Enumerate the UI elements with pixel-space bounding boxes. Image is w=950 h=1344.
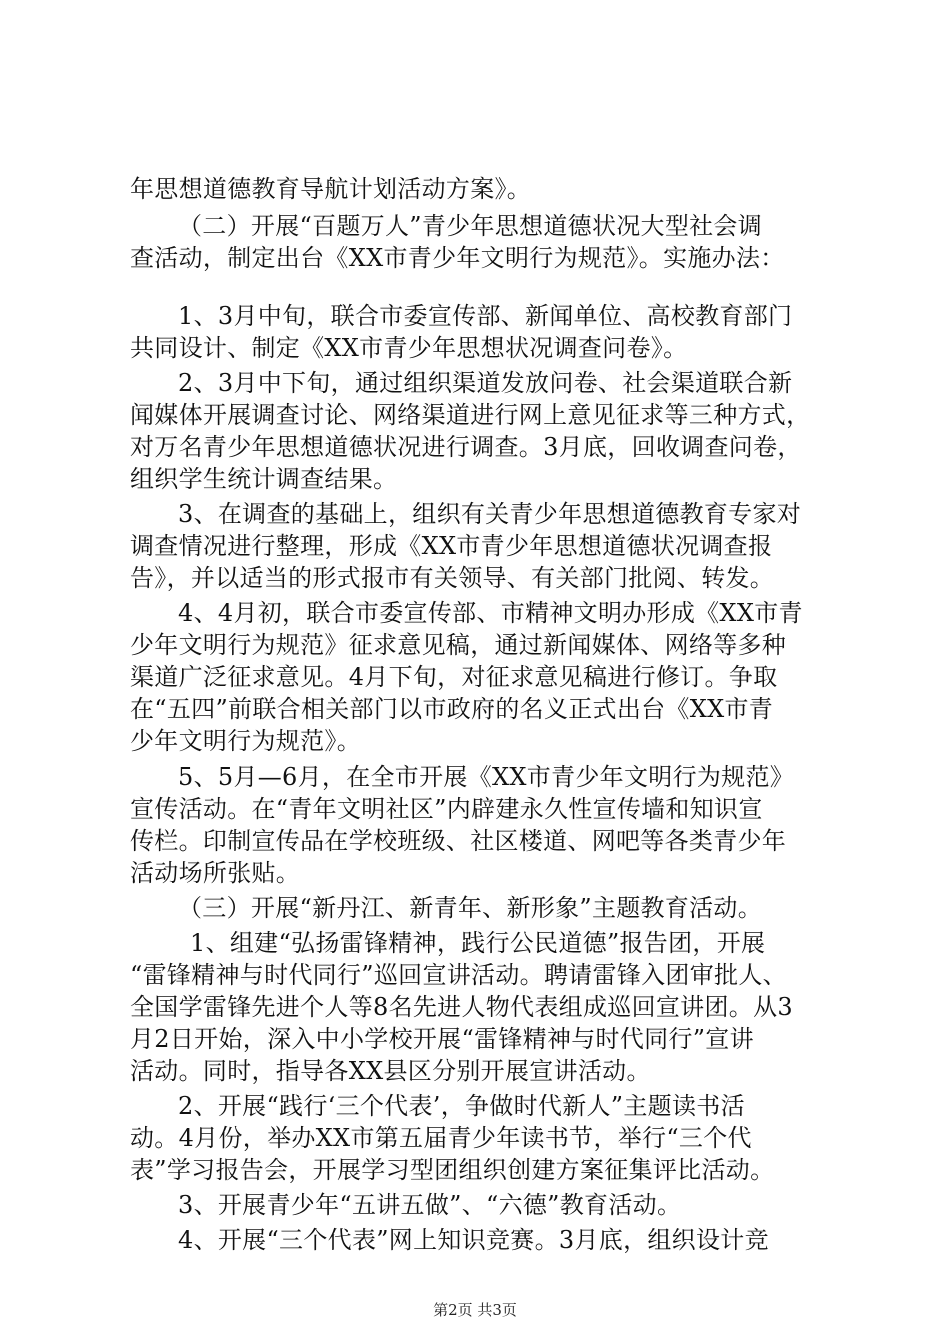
text-line-8: 对万名青少年思想道德状况进行调查。3月底，回收调查问卷， (130, 433, 802, 461)
text-line-31: 3、开展青少年“五讲五做”、“六德”教育活动。 (178, 1191, 682, 1219)
text-line-2: （二）开展“百题万人”青少年思想道德状况大型社会调 (178, 212, 763, 240)
text-line-12: 告》，并以适当的形式报市有关领导、有关部门批阅、转发。 (130, 564, 775, 592)
text-line-20: 传栏。印制宣传品在学校班级、社区楼道、网吧等各类青少年 (130, 827, 787, 855)
text-line-26: 月2日开始，深入中小学校开展“雷锋精神与时代同行”宣讲 (130, 1025, 754, 1053)
text-line-7: 闻媒体开展调查讨论、网络渠道进行网上意见征求等三种方式， (130, 401, 811, 429)
text-line-32: 4、开展“三个代表”网上知识竞赛。3月底，组织设计竞 (178, 1226, 769, 1254)
text-line-9: 组织学生统计调查结果。 (130, 465, 398, 493)
text-line-6: 2、3月中下旬，通过组织渠道发放问卷、社会渠道联合新 (178, 369, 793, 397)
text-line-1: 年思想道德教育导航计划活动方案》。 (130, 175, 532, 203)
text-line-17: 少年文明行为规范》。 (130, 727, 361, 755)
text-line-25: 全国学雷锋先进个人等8名先进人物代表组成巡回宣讲团。从3 (130, 993, 793, 1021)
text-line-22: （三）开展“新丹江、新青年、新形象”主题教育活动。 (178, 894, 763, 922)
text-line-18: 5、5月—6月，在全市开展《XX市青少年文明行为规范》 (178, 763, 795, 791)
text-line-21: 活动场所张贴。 (130, 859, 301, 887)
text-line-16: 在“五四”前联合相关部门以市政府的名义正式出台《XX市青 (130, 695, 774, 723)
text-line-24: “雷锋精神与时代同行”巡回宣讲活动。聘请雷锋入团审批人、 (130, 961, 787, 989)
text-line-29: 动。4月份，举办XX市第五届青少年读书节，举行“三个代 (130, 1124, 752, 1152)
text-line-11: 调查情况进行整理，形成《XX市青少年思想道德状况调查报 (130, 532, 773, 560)
text-line-3: 查活动，制定出台《XX市青少年文明行为规范》。实施办法： (130, 244, 785, 272)
text-line-14: 少年文明行为规范》征求意见稿，通过新闻媒体、网络等多种 (130, 631, 787, 659)
text-line-19: 宣传活动。在“青年文明社区”内辟建永久性宣传墙和知识宣 (130, 795, 763, 823)
text-line-30: 表”学习报告会，开展学习型团组织创建方案征集评比活动。 (130, 1156, 775, 1184)
text-line-10: 3、在调查的基础上，组织有关青少年思想道德教育专家对 (178, 500, 802, 528)
text-line-5: 共同设计、制定《XX市青少年思想状况调查问卷》。 (130, 334, 688, 362)
text-line-23: 1、组建“弘扬雷锋精神，践行公民道德”报告团，开展 (190, 929, 766, 957)
text-line-27: 活动。同时，指导各XX县区分别开展宣讲活动。 (130, 1057, 651, 1085)
page-number-footer: 第2页 共3页 (433, 1301, 517, 1319)
text-line-28: 2、开展“践行‘三个代表’，争做时代新人”主题读书活 (178, 1092, 745, 1120)
text-line-4: 1、3月中旬，联合市委宣传部、新闻单位、高校教育部门 (178, 302, 793, 330)
text-line-13: 4、4月初，联合市委宣传部、市精神文明办形成《XX市青 (178, 599, 803, 627)
text-line-15: 渠道广泛征求意见。4月下旬，对征求意见稿进行修订。争取 (130, 663, 778, 691)
